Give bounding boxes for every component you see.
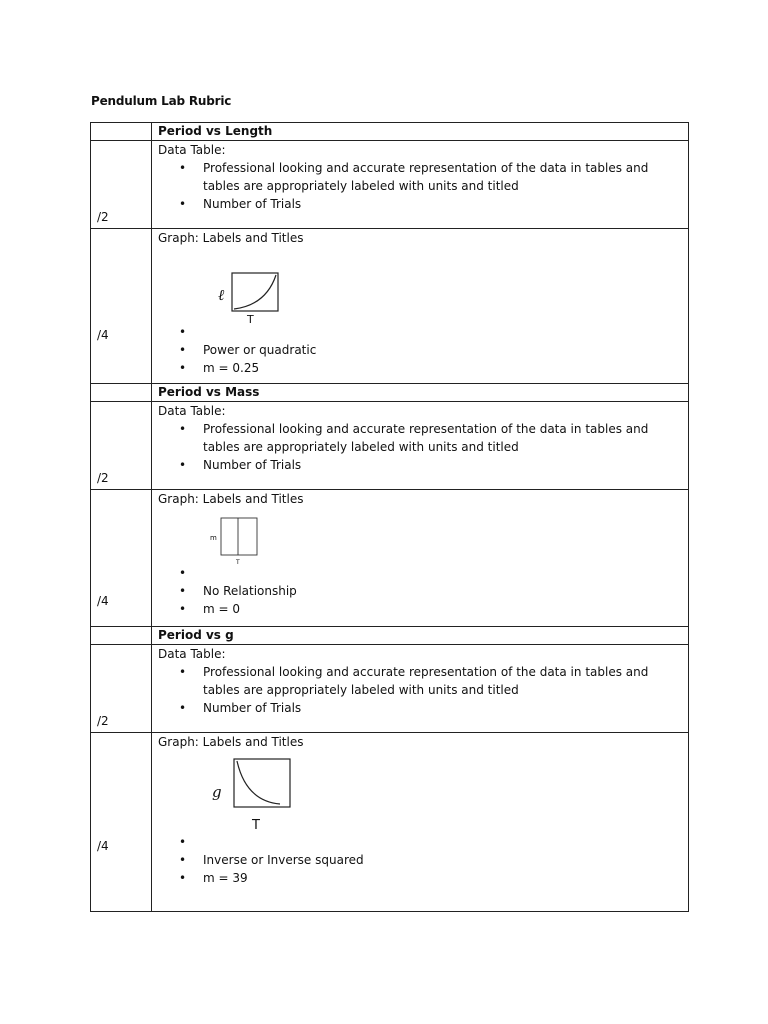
bullet-icon: • (179, 701, 187, 715)
section-heading: Period vs Mass (158, 385, 260, 399)
criteria-label: Data Table: (158, 647, 226, 661)
x-axis-symbol: T (247, 313, 254, 323)
criteria-list (158, 564, 684, 618)
list-item (158, 663, 684, 699)
bullet-icon: • (179, 325, 187, 339)
bullet-icon: • (179, 161, 187, 175)
bullet-icon: • (179, 422, 187, 436)
score-cell: /2 (91, 141, 152, 229)
criteria-label: Graph: Labels and Titles (158, 231, 304, 245)
criteria-list (158, 663, 684, 717)
x-axis-symbol: T (252, 818, 260, 833)
list-item (158, 323, 684, 341)
data-table-row (91, 645, 689, 733)
section-header-row (91, 123, 689, 141)
score-cell-empty (91, 627, 152, 645)
section-heading-cell (152, 627, 689, 645)
criteria-list (158, 159, 684, 213)
power-curve-icon (204, 247, 294, 323)
list-item (158, 600, 684, 618)
list-item-text: Professional looking and accurate representation of the data in tables and tables are appropriately labeled with units and titled (203, 422, 649, 454)
section-heading: Period vs Length (158, 124, 273, 138)
bullet-icon: • (179, 584, 187, 598)
list-item-text: No Relationship (203, 584, 297, 598)
bullet-icon: • (179, 197, 187, 211)
criteria-cell (152, 490, 689, 627)
criteria-cell (152, 141, 689, 229)
criteria-label: Graph: Labels and Titles (158, 735, 304, 749)
bullet-icon: • (179, 665, 187, 679)
score-cell-empty (91, 384, 152, 402)
data-table-row (91, 402, 689, 490)
graph-thumbnail (158, 247, 684, 323)
graph-thumbnail (158, 751, 684, 833)
criteria-cell (152, 402, 689, 490)
section-header-row (91, 384, 689, 402)
list-item-text (203, 325, 207, 339)
section-header-row (91, 627, 689, 645)
list-item (158, 869, 684, 887)
score-cell: /2 (91, 402, 152, 490)
criteria-cell (152, 733, 689, 912)
y-axis-symbol: g (212, 783, 222, 801)
graph-thumbnail (158, 508, 684, 564)
list-item-text: Professional looking and accurate representation of the data in tables and tables are appropriately labeled with units and titled (203, 665, 649, 697)
vertical-line-icon (204, 508, 274, 564)
list-item (158, 851, 684, 869)
bullet-icon: • (179, 343, 187, 357)
list-item (158, 699, 684, 717)
list-item-text: Number of Trials (203, 701, 302, 715)
list-item-text (203, 835, 207, 849)
section-heading: Period vs g (158, 628, 234, 642)
document-title: Pendulum Lab Rubric (91, 94, 232, 108)
graph-row (91, 490, 689, 627)
graph-row (91, 229, 689, 384)
list-item-text (203, 566, 207, 580)
criteria-label: Graph: Labels and Titles (158, 492, 304, 506)
x-axis-symbol: T (236, 559, 240, 564)
list-item (158, 582, 684, 600)
bullet-icon: • (179, 566, 187, 580)
list-item (158, 359, 684, 377)
criteria-list (158, 833, 684, 887)
list-item (158, 420, 684, 456)
list-item (158, 456, 684, 474)
graph-row (91, 733, 689, 912)
list-item-text: Inverse or Inverse squared (203, 853, 364, 867)
score-cell: /4 (91, 490, 152, 627)
y-axis-symbol: ℓ (218, 286, 225, 304)
criteria-list (158, 323, 684, 377)
list-item-text: Number of Trials (203, 197, 302, 211)
score-cell: /4 (91, 229, 152, 384)
list-item-text: Number of Trials (203, 458, 302, 472)
score-cell: /2 (91, 645, 152, 733)
rubric-table (90, 122, 689, 912)
list-item-text: m = 39 (203, 871, 248, 885)
bullet-icon: • (179, 835, 187, 849)
list-item (158, 564, 684, 582)
section-heading-cell (152, 123, 689, 141)
criteria-list (158, 420, 684, 474)
bullet-icon: • (179, 458, 187, 472)
list-item (158, 195, 684, 213)
list-item-text: Power or quadratic (203, 343, 317, 357)
data-table-row (91, 141, 689, 229)
criteria-label: Data Table: (158, 143, 226, 157)
criteria-label: Data Table: (158, 404, 226, 418)
bullet-icon: • (179, 853, 187, 867)
section-heading-cell (152, 384, 689, 402)
list-item-text: m = 0.25 (203, 361, 260, 375)
bullet-icon: • (179, 602, 187, 616)
list-item-text: Professional looking and accurate representation of the data in tables and tables are appropriately labeled with units and titled (203, 161, 649, 193)
list-item-text: m = 0 (203, 602, 241, 616)
list-item (158, 341, 684, 359)
bullet-icon: • (179, 871, 187, 885)
score-cell: /4 (91, 733, 152, 912)
list-item (158, 159, 684, 195)
criteria-cell (152, 645, 689, 733)
inverse-curve-icon (204, 751, 304, 833)
bullet-icon: • (179, 361, 187, 375)
score-cell-empty (91, 123, 152, 141)
criteria-cell (152, 229, 689, 384)
list-item (158, 833, 684, 851)
y-axis-symbol: m (210, 534, 217, 542)
